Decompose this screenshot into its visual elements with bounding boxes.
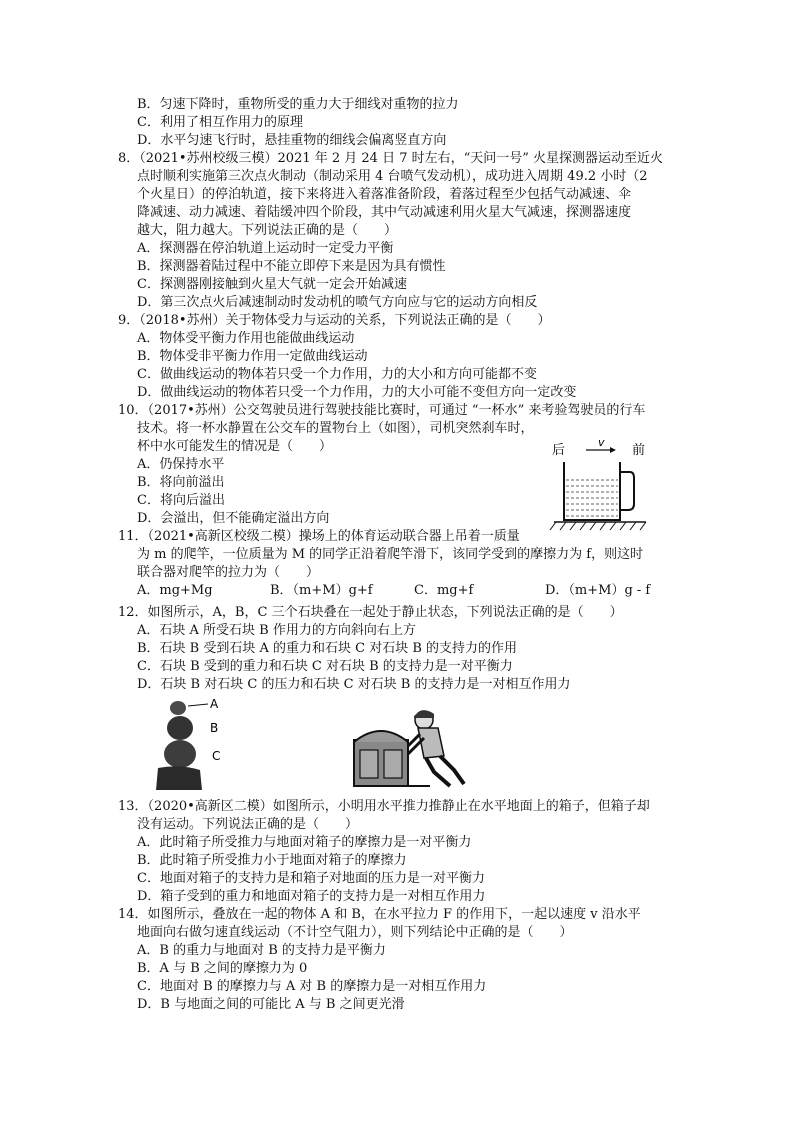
stone-label-a: A <box>210 697 219 711</box>
q13-stem-line: 没有运动。下列说法正确的是（ ） <box>137 817 359 832</box>
q12-option-d: D．石块 B 对石块 C 的压力和石块 C 对石块 B 的支持力是一对相互作用力 <box>137 677 571 692</box>
q8-option-a: A．探测器在停泊轨道上运动时一定受力平衡 <box>137 241 394 256</box>
boy-body <box>418 728 444 758</box>
q7-option-b: B．匀速下降时，重物所受的重力大于细线对重物的拉力 <box>137 97 459 112</box>
stone-c <box>164 740 196 768</box>
q10-option-b: B．将向前溢出 <box>137 475 225 490</box>
q12-option-b: B．石块 B 受到石块 A 的重力和石块 C 对石块 B 的支持力的作用 <box>137 641 518 656</box>
stone-label-c: C <box>212 749 221 763</box>
cup-handle <box>620 472 634 510</box>
q10-stem-line: 技术。将一杯水静置在公交车的置物台上（如图），司机突然刹车时， <box>137 421 534 436</box>
q12-option-c: C．石块 B 受到的重力和石块 C 对石块 B 的支持力是一对平衡力 <box>137 659 513 674</box>
q8-stem-line: 降减速、动力减速、着陆缓冲四个阶段，其中气动减速利用火星大气减速，探测器速度 <box>137 205 632 220</box>
q9-option-c: C．做曲线运动的物体若只受一个力作用，力的大小和方向可能都不变 <box>137 367 537 382</box>
stone-a <box>170 701 186 715</box>
ground-hatch <box>550 522 646 530</box>
boy-pushing-box-figure <box>350 706 468 794</box>
stone-b <box>167 716 193 740</box>
q10-option-d: D．会溢出，但不能确定溢出方向 <box>137 511 330 526</box>
q12-stem: 12．如图所示，A，B，C 三个石块叠在一起处于静止状态，下列说法正确的是（ ） <box>118 605 623 620</box>
q11-option-d: D．（m+M）g - f <box>545 583 651 598</box>
chest-lid <box>354 731 408 742</box>
velocity-label: v <box>598 438 605 449</box>
q14-option-c: C．地面对 B 的摩擦力与 A 对 B 的摩擦力是一对相互作用力 <box>137 979 487 994</box>
chest-panel <box>384 750 402 778</box>
q9-option-d: D．做曲线运动的物体若只受一个力作用，力的大小可能不变但方向一定改变 <box>137 385 577 400</box>
q11-option-c: C．mg+f <box>414 583 474 598</box>
stone-label-b: B <box>210 721 219 735</box>
q11-stem-line: 11．（2021•高新区校级二模）操场上的体育运动联合器上吊着一质量 <box>118 529 520 544</box>
q7-option-c: C．利用了相互作用力的原理 <box>137 115 303 130</box>
q14-option-d: D．B 与地面之间的可能比 A 与 B 之间更光滑 <box>137 997 405 1012</box>
q13-stem-line: 13．（2020•高新区二模）如图所示，小明用水平推力推静止在水平地面上的箱子，但箱子却 <box>118 799 650 814</box>
q11-option-b: B．（m+M）g+f <box>270 583 373 598</box>
q14-stem-line: 地面向右做匀速直线运动（不计空气阻力），则下列结论中正确的是（ ） <box>137 925 573 940</box>
figure-label-front: 前 <box>632 443 646 458</box>
q10-stem-line: 10．（2017•苏州）公交驾驶员进行驾驶技能比赛时，可通过 “一杯水” 来考验驾驶员的行车 <box>118 403 646 418</box>
q14-option-b: B．A 与 B 之间的摩擦力为 0 <box>137 961 308 976</box>
q11-stem-line: 联合器对爬竿的拉力为（ ） <box>137 565 320 580</box>
q10-stem-line: 杯中水可能发生的情况是（ ） <box>137 439 333 454</box>
q8-stem-line: 点时顺利实施第三次点火制动（制动采用 4 台喷气发动机），成功进入周期 49.2 小时（2 <box>137 169 648 184</box>
boy-hair <box>414 710 434 718</box>
q11-stem-line: 为 m 的爬竿，一位质量为 M 的同学正沿着爬竿滑下，该同学受到的摩擦力为 f，则这时 <box>137 547 644 562</box>
q13-option-a: A．此时箱子所受推力与地面对箱子的摩擦力是一对平衡力 <box>137 835 472 850</box>
q14-option-a: A．B 的重力与地面对 B 的支持力是平衡力 <box>137 943 386 958</box>
figure-label-back: 后 <box>552 443 566 458</box>
q9-option-a: A．物体受平衡力作用也能做曲线运动 <box>137 331 355 346</box>
q13-option-b: B．此时箱子所受推力小于地面对箱子的摩擦力 <box>137 853 407 868</box>
q11-option-a: A．mg+Mg <box>137 583 213 598</box>
q8-stem-line: 个火星日）的停泊轨道，接下来将进入着落准备阶段，着落过程至少包括气动减速、伞 <box>137 187 632 202</box>
water-cup-figure <box>546 438 658 534</box>
velocity-arrow-head <box>610 447 616 453</box>
q10-option-a: A．仍保持水平 <box>137 457 225 472</box>
q10-option-c: C．将向后溢出 <box>137 493 225 508</box>
q8-stem-line: 越大，阻力越大。下列说法正确的是（ ） <box>137 223 398 238</box>
q8-option-b: B．探测器着陆过程中不能立即停下来是因为具有惯性 <box>137 259 446 274</box>
q12-option-a: A．石块 A 所受石块 B 作用力的方向斜向右上方 <box>137 623 416 638</box>
stone-base <box>156 766 202 790</box>
q9-stem: 9．（2018•苏州）关于物体受力与运动的关系，下列说法正确的是（ ） <box>118 313 551 328</box>
stacked-stones-figure <box>152 694 232 794</box>
q9-option-b: B．物体受非平衡力作用一定做曲线运动 <box>137 349 368 364</box>
q13-option-c: C．地面对箱子的支持力是和箱子对地面的压力是一对平衡力 <box>137 871 485 886</box>
q8-stem-line: 8．（2021•苏州校级三模）2021 年 2 月 24 日 7 时左右，“天问一号” 火星探测器运动至近火 <box>118 151 664 166</box>
q8-option-d: D．第三次点火后减速制动时发动机的喷气方向应与它的运动方向相反 <box>137 295 538 310</box>
q8-option-c: C．探测器刚接触到火星大气就一定会开始减速 <box>137 277 407 292</box>
q13-option-d: D．箱子受到的重力和地面对箱子的支持力是一对相互作用力 <box>137 889 486 904</box>
q14-stem-line: 14．如图所示，叠放在一起的物体 A 和 B，在水平拉力 F 的作用下，一起以速度 v 沿水平 <box>118 907 641 922</box>
q7-option-d: D．水平匀速飞行时，悬挂重物的细线会偏离竖直方向 <box>137 133 447 148</box>
chest-panel <box>360 750 378 778</box>
